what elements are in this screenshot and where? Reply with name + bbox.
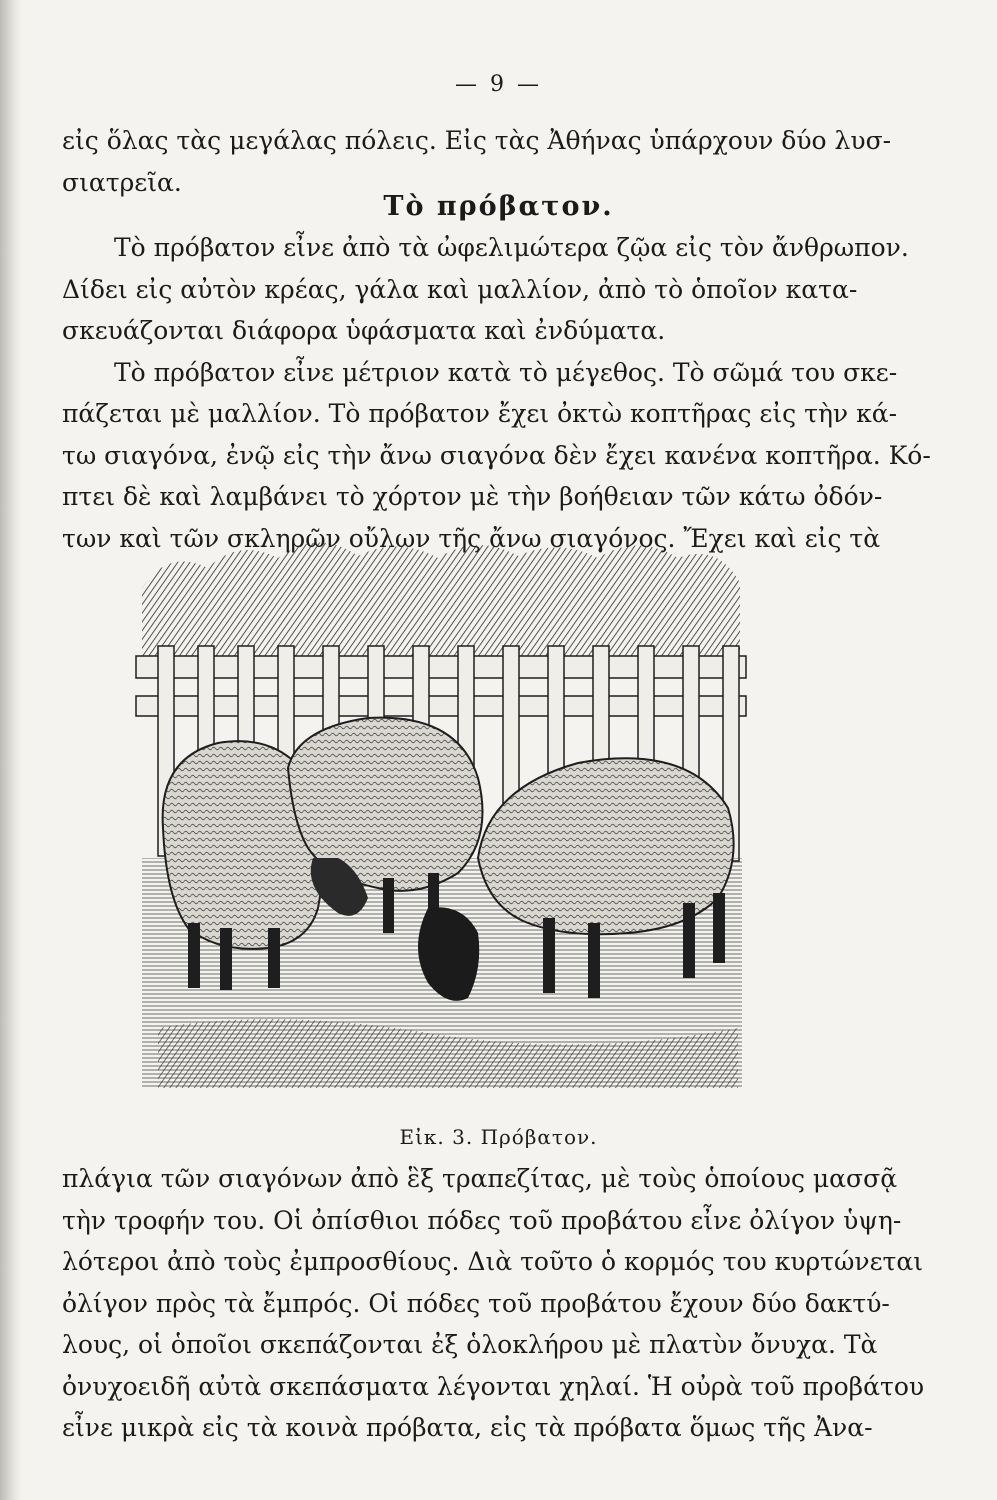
text-line: εἶνε μικρὰ εἰς τὰ κοινὰ πρόβατα, εἰς τὰ πρόβατα ὅμως τῆς Ἀνα- bbox=[62, 1413, 873, 1442]
sheep-engraving bbox=[128, 528, 754, 1093]
page-number: — 9 — bbox=[455, 72, 542, 97]
text-line: τω σιαγόνα, ἐνῷ εἰς τὴν ἄνω σιαγόνα δὲν ἔχει κανένα κοπτῆρα. Κό- bbox=[62, 440, 931, 470]
figure-caption: Εἰκ. 3. Πρόβατον. bbox=[399, 1125, 598, 1149]
page-edge-shadow bbox=[0, 0, 22, 1500]
text-line: εἰς ὅλας τὰς μεγάλας πόλεις. Εἰς τὰς Ἀθήνας ὑπάρχουν δύο λυσ- bbox=[62, 126, 892, 155]
text-line: σκευάζονται διάφορα ὑφάσματα καὶ ἐνδύματα. bbox=[62, 316, 666, 345]
text-line: Δίδει εἰς αὐτὸν κρέας, γάλα καὶ μαλλίον, ἀπὸ τὸ ὁποῖον κατα- bbox=[62, 274, 858, 304]
text-line: των καὶ τῶν σκληρῶν οὔλων τῆς ἄνω σιαγόνος. Ἔχει καὶ εἰς τὰ bbox=[62, 523, 881, 553]
text-line: ὀλίγον πρὸς τὰ ἔμπρός. Οἱ πόδες τοῦ προβάτου ἔχουν δύο δακτύ- bbox=[62, 1288, 890, 1318]
text-line: πλάγια τῶν σιαγόνων ἀπὸ ἓξ τραπεζίτας, μὲ τοὺς ὁποίους μασσᾷ bbox=[62, 1164, 898, 1193]
text-line: Τὸ πρόβατον εἶνε ἀπὸ τὰ ὠφελιμώτερα ζῷα εἰς τὸν ἄνθρωπον. bbox=[114, 233, 909, 262]
sheep-description-continued bbox=[62, 1158, 925, 1449]
text-line: τὴν τροφήν του. Οἱ ὀπίσθιοι πόδες τοῦ προβάτου εἶνε ὀλίγον ὑψη- bbox=[62, 1205, 902, 1235]
text-line: σιατρεῖα. bbox=[62, 167, 182, 197]
text-line: λους, οἱ ὁποῖοι σκεπάζονται ἐξ ὁλοκλήρου μὲ πλατὺν ὄνυχα. Τὰ bbox=[62, 1330, 878, 1359]
section-title: Τὸ πρόβατον. bbox=[383, 191, 614, 222]
sheep-description bbox=[62, 227, 931, 559]
text-line: ὀνυχοειδῆ αὐτὰ σκεπάσματα λέγονται χηλαί. Ἡ οὐρὰ τοῦ προβάτου bbox=[62, 1371, 925, 1401]
text-line: πάζεται μὲ μαλλίον. Τὸ πρόβατον ἔχει ὀκτὼ κοπτῆρας εἰς τὴν κά- bbox=[62, 399, 898, 428]
text-line: πτει δὲ καὶ λαμβάνει τὸ χόρτον μὲ τὴν βοήθειαν τῶν κάτω ὀδόν- bbox=[62, 482, 883, 511]
text-line: λότεροι ἀπὸ τοὺς ἐμπροσθίους. Διὰ τοῦτο ὁ κορμός του κυρτώνεται bbox=[62, 1247, 924, 1276]
text-line: Τὸ πρόβατον εἶνε μέτριον κατὰ τὸ μέγεθος. Τὸ σῶμά του σκε- bbox=[114, 357, 898, 387]
